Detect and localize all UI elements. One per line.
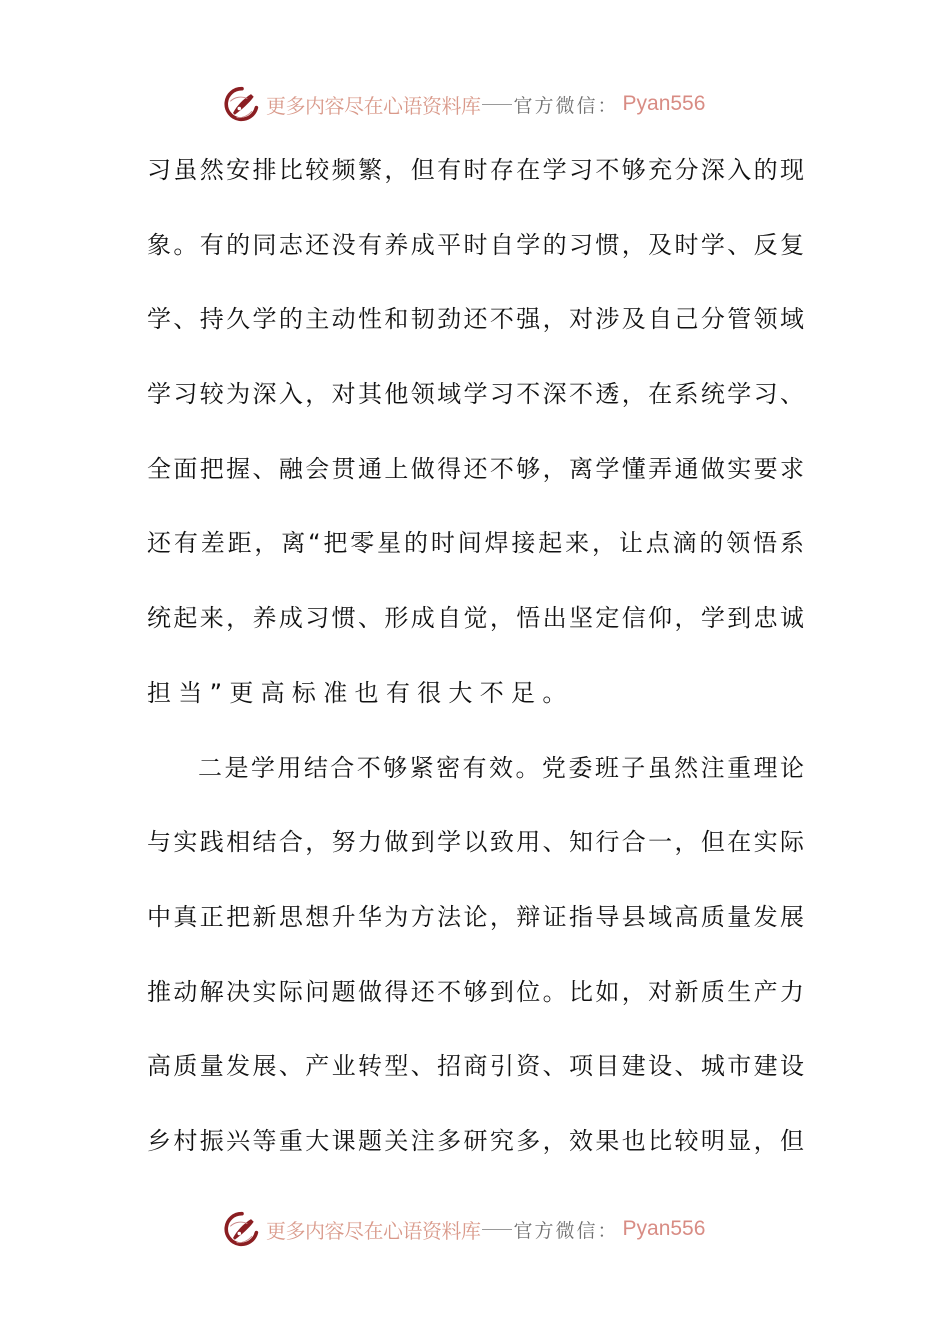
text-line: 与实践相结合，努力做到学以致用、知行合一，但在实际 xyxy=(147,828,804,857)
text-line: 二是学用结合不够紧密有效。党委班子虽然注重理论 xyxy=(198,753,804,782)
watermark-brand-text: 更多内容尽在心语资料库 xyxy=(266,1218,481,1243)
text-line: 乡村振兴等重大课题关注多研究多，效果也比较明显，但 xyxy=(147,1126,804,1155)
watermark-official-label: 官方微信： xyxy=(513,94,619,117)
watermark-separator xyxy=(482,104,512,105)
text-line: 统起来，养成习惯、形成自觉，悟出坚定信仰，学到忠诚 xyxy=(147,604,804,633)
pen-nib-circle-icon xyxy=(224,86,260,122)
watermark-wechat-id: Pyan556 xyxy=(622,92,706,115)
header-watermark xyxy=(224,84,705,124)
watermark-separator xyxy=(482,1229,512,1230)
text-line: 担当”更高标准也有很大不足。 xyxy=(147,678,574,707)
pen-nib-circle-icon xyxy=(224,1211,260,1247)
text-line: 学习较为深入，对其他领域学习不深不透，在系统学习、 xyxy=(147,380,804,409)
watermark-official-label: 官方微信： xyxy=(513,1219,619,1242)
text-line: 全面把握、融会贯通上做得还不够，离学懂弄通做实要求 xyxy=(147,454,804,483)
footer-watermark xyxy=(224,1209,705,1249)
text-line: 象。有的同志还没有养成平时自学的习惯，及时学、反复 xyxy=(147,230,804,259)
document-body xyxy=(147,148,804,1194)
text-line: 习虽然安排比较频繁，但有时存在学习不够充分深入的现 xyxy=(147,156,804,184)
text-line: 高质量发展、产业转型、招商引资、项目建设、城市建设 xyxy=(147,1052,804,1081)
watermark-brand-text: 更多内容尽在心语资料库 xyxy=(266,93,481,118)
text-line: 学、持久学的主动性和韧劲还不强，对涉及自己分管领域 xyxy=(147,305,804,334)
text-line: 推动解决实际问题做得还不够到位。比如，对新质生产力 xyxy=(147,977,804,1006)
text-line: 中真正把新思想升华为方法论，辩证指导县域高质量发展 xyxy=(147,902,804,931)
text-line: 还有差距，离“把零星的时间焊接起来，让点滴的领悟系 xyxy=(147,529,804,558)
watermark-wechat-id: Pyan556 xyxy=(622,1217,706,1240)
